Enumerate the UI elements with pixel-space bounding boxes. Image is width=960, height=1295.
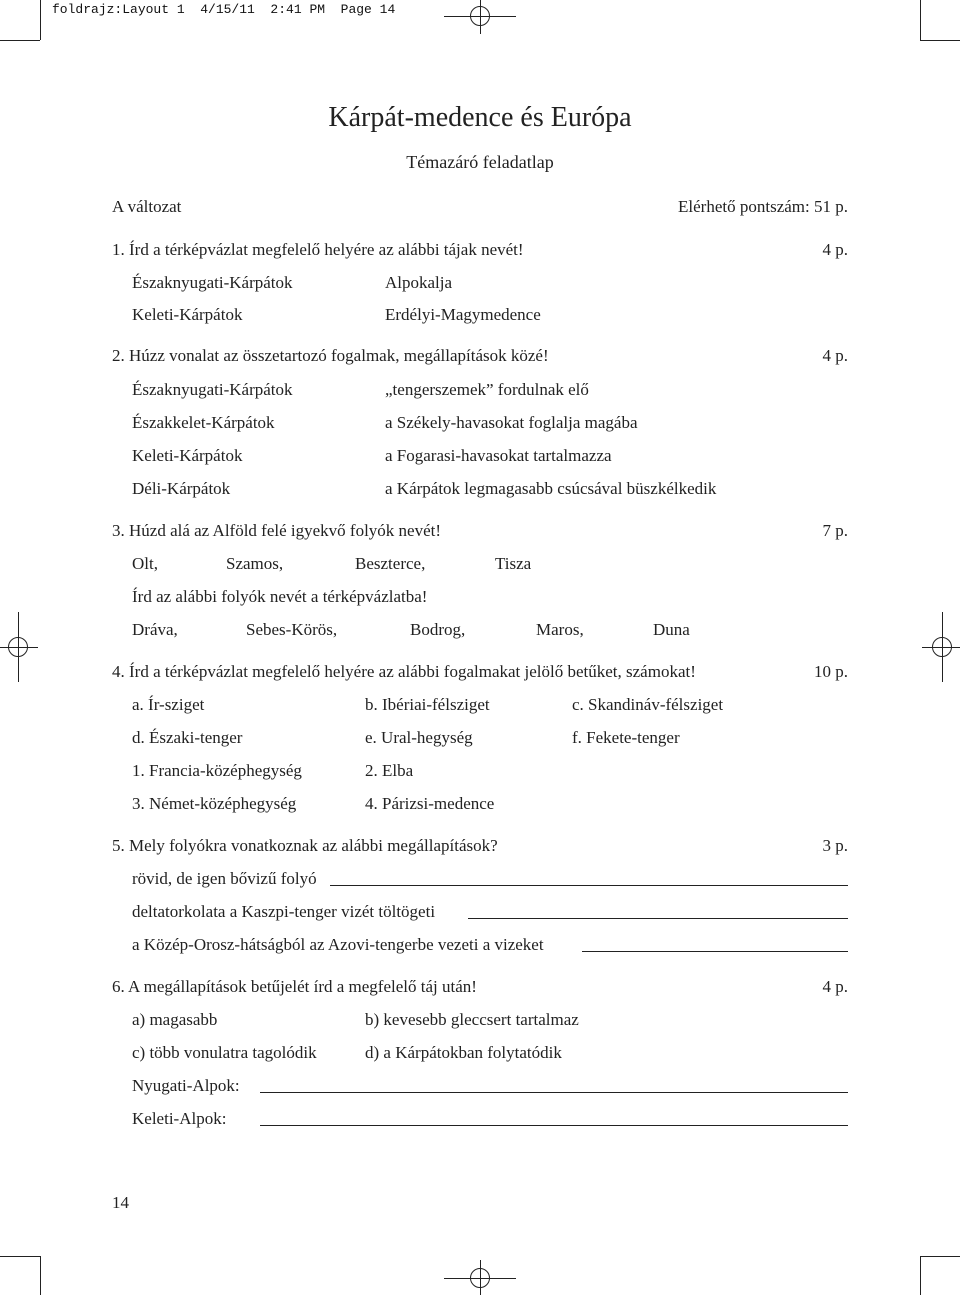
q3-river-map: Maros, xyxy=(536,620,584,639)
crop-mark-top-right-h xyxy=(920,40,960,41)
q3-text: 3. Húzd alá az Alföld felé igyekvő folyók nevét! xyxy=(112,521,442,540)
page-number: 14 xyxy=(112,1193,129,1212)
q2-right-item: „tengerszemek” fordulnak elő xyxy=(385,380,589,399)
crop-mark-bottom-left xyxy=(40,1256,41,1295)
q5-item: a Közép-Orosz-hátságból az Azovi-tengerbe vezeti a vizeket xyxy=(132,935,544,954)
q3-river: Szamos, xyxy=(226,554,284,573)
q4-item: a. Ír-sziget xyxy=(132,695,205,714)
q4-item: d. Északi-tenger xyxy=(132,728,243,747)
max-points: Elérhető pontszám: 51 p. xyxy=(678,197,848,216)
q1-item: Északnyugati-Kárpátok xyxy=(132,273,293,292)
page-title: Kárpát-medence és Európa xyxy=(328,102,632,133)
q4-item: 3. Német-középhegység xyxy=(132,794,297,813)
q4-item: f. Fekete-tenger xyxy=(572,728,680,747)
q5-item: rövid, de igen bővizű folyó xyxy=(132,869,317,888)
q1-item: Alpokalja xyxy=(385,273,453,292)
print-slug: foldrajz:Layout 1 4/15/11 2:41 PM Page 14 xyxy=(52,2,396,17)
q6-answer-line[interactable] xyxy=(260,1092,848,1093)
q4-item: 2. Elba xyxy=(365,761,414,780)
q1-item: Erdélyi-Magymedence xyxy=(385,305,541,324)
q6-answer-label: Nyugati-Alpok: xyxy=(132,1076,240,1095)
q6-item: d) a Kárpátokban folytatódik xyxy=(365,1043,562,1062)
q1-text: 1. Írd a térképvázlat megfelelő helyére az alábbi tájak nevét! xyxy=(112,240,524,259)
crop-mark-top-right xyxy=(920,0,921,40)
q4-item: c. Skandináv-félsziget xyxy=(572,695,724,714)
q2-text: 2. Húzz vonalat az összetartozó fogalmak, megállapítások közé! xyxy=(112,346,549,365)
q4-item: e. Ural-hegység xyxy=(365,728,473,747)
q2-right-item: a Kárpátok legmagasabb csúcsával büszkélkedik xyxy=(385,479,717,498)
variant-label: A változat xyxy=(112,197,182,216)
crop-mark-top-left-h xyxy=(0,40,40,41)
q6-text: 6. A megállapítások betűjelét írd a megfelelő táj után! xyxy=(112,977,477,996)
q5-answer-line[interactable] xyxy=(468,918,848,919)
q3-river: Olt, xyxy=(132,554,158,573)
q4-item: b. Ibériai-félsziget xyxy=(365,695,490,714)
q2-right-item: a Székely-havasokat foglalja magába xyxy=(385,413,638,432)
q3-river-map: Bodrog, xyxy=(410,620,466,639)
q3-subtext: Írd az alábbi folyók nevét a térképvázlatba! xyxy=(132,587,428,606)
q6-item: a) magasabb xyxy=(132,1010,218,1029)
q3-river: Beszterce, xyxy=(355,554,426,573)
q3-river-map: Sebes-Körös, xyxy=(246,620,338,639)
q2-right-item: a Fogarasi-havasokat tartalmazza xyxy=(385,446,612,465)
q6-item: c) több vonulatra tagolódik xyxy=(132,1043,317,1062)
crop-mark-bottom-right-h xyxy=(920,1256,960,1257)
q4-item: 4. Párizsi-medence xyxy=(365,794,495,813)
crop-mark-bottom-right xyxy=(920,1256,921,1295)
q1-points: 4 p. xyxy=(822,240,848,259)
q2-left-item: Északkelet-Kárpátok xyxy=(132,413,275,432)
q5-answer-line[interactable] xyxy=(330,885,848,886)
q6-points: 4 p. xyxy=(822,977,848,996)
q2-points: 4 p. xyxy=(822,346,848,365)
q6-answer-line[interactable] xyxy=(260,1125,848,1126)
q3-river-map: Dráva, xyxy=(132,620,178,639)
q5-item: deltatorkolata a Kaszpi-tenger vizét töltögeti xyxy=(132,902,436,921)
q2-left-item: Keleti-Kárpátok xyxy=(132,446,243,465)
q2-left-item: Északnyugati-Kárpátok xyxy=(132,380,293,399)
q4-points: 10 p. xyxy=(814,662,848,681)
q3-points: 7 p. xyxy=(822,521,848,540)
q1-item: Keleti-Kárpátok xyxy=(132,305,243,324)
q4-text: 4. Írd a térképvázlat megfelelő helyére az alábbi fogalmakat jelölő betűket, számokat! xyxy=(112,662,696,681)
crop-mark-top-left xyxy=(40,0,41,40)
q4-item: 1. Francia-középhegység xyxy=(132,761,302,780)
q5-points: 3 p. xyxy=(822,836,848,855)
q5-answer-line[interactable] xyxy=(582,951,848,952)
page-subtitle: Témazáró feladatlap xyxy=(406,152,554,172)
q5-text: 5. Mely folyókra vonatkoznak az alábbi megállapítások? xyxy=(112,836,498,855)
q6-item: b) kevesebb gleccsert tartalmaz xyxy=(365,1010,579,1029)
q6-answer-label: Keleti-Alpok: xyxy=(132,1109,227,1128)
crop-mark-bottom-left-h xyxy=(0,1256,40,1257)
q3-river: Tisza xyxy=(495,554,532,573)
q2-left-item: Déli-Kárpátok xyxy=(132,479,231,498)
q3-river-map: Duna xyxy=(653,620,690,639)
